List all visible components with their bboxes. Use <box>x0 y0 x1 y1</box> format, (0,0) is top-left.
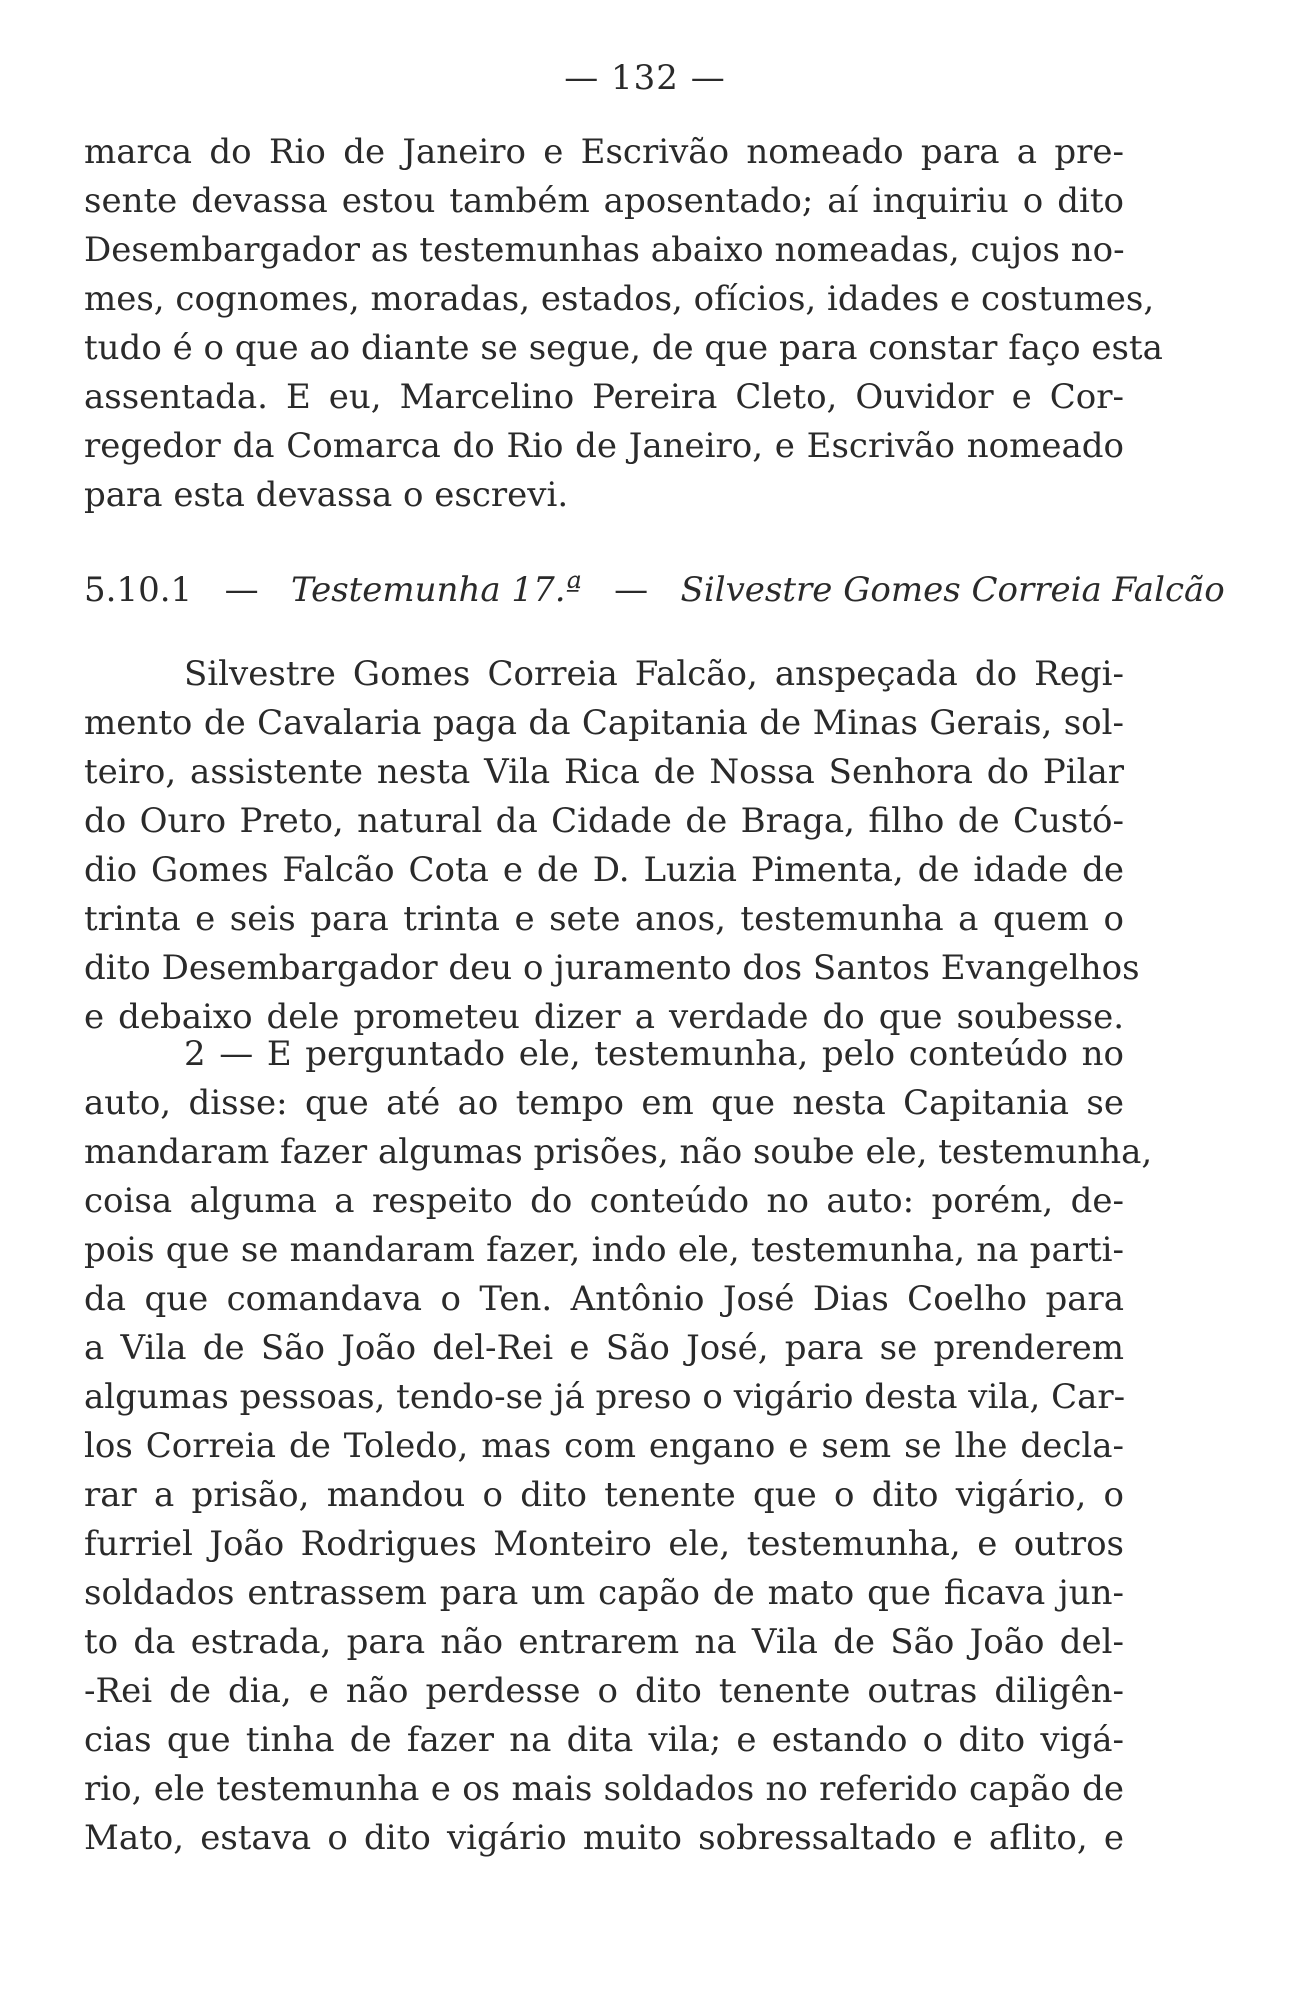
paragraph-3 <box>84 1030 1153 1863</box>
text-line: soldados entrassem para um capão de mato que ficava jun- <box>84 1573 1124 1613</box>
section-heading <box>84 566 1225 615</box>
text-line: do Ouro Preto, natural da Cidade de Braga, filho de Custó- <box>84 801 1124 841</box>
text-line: Silvestre Gomes Correia Falcão, anspeçada do Regi- <box>184 654 1124 694</box>
witness-name: Silvestre Gomes Correia Falcão <box>680 570 1225 610</box>
text-line: marca do Rio de Janeiro e Escrivão nomeado para a pre- <box>84 132 1124 172</box>
text-line: Desembargador as testemunhas abaixo nomeadas, cujos no- <box>84 230 1125 270</box>
text-line: furriel João Rodrigues Monteiro ele, testemunha, e outros <box>84 1524 1124 1564</box>
text-line: regedor da Comarca do Rio de Janeiro, e Escrivão nomeado <box>84 426 1124 466</box>
text-line: mandaram fazer algumas prisões, não soube ele, testemunha, <box>84 1132 1153 1172</box>
text-line: para esta devassa o escrevi. <box>84 475 569 515</box>
text-line: mes, cognomes, moradas, estados, ofícios, idades e costumes, <box>84 279 1155 319</box>
text-line: da que comandava o Ten. Antônio José Dias Coelho para <box>84 1279 1124 1319</box>
text-line: to da estrada, para não entrarem na Vila de São João del- <box>84 1622 1124 1662</box>
text-line: coisa alguma a respeito do conteúdo no auto: porém, de- <box>84 1181 1124 1221</box>
text-line: 2 — E perguntado ele, testemunha, pelo conteúdo no <box>184 1034 1124 1074</box>
text-line: assentada. E eu, Marcelino Pereira Cleto, Ouvidor e Cor- <box>84 377 1124 417</box>
text-line: dio Gomes Falcão Cota e de D. Luzia Pimenta, de idade de <box>84 850 1124 890</box>
text-line: cias que tinha de fazer na dita vila; e estando o dito vigá- <box>84 1720 1124 1760</box>
paragraph-1 <box>84 128 1163 520</box>
text-line: e debaixo dele prometeu dizer a verdade do que soubesse. <box>84 997 1124 1037</box>
text-line: los Correia de Toledo, mas com engano e sem se lhe decla- <box>84 1426 1124 1466</box>
text-line: tudo é o que ao diante se segue, de que para constar faço esta <box>84 328 1163 368</box>
text-line: pois que se mandaram fazer, indo ele, testemunha, na parti- <box>84 1230 1124 1270</box>
paragraph-2 <box>84 650 1140 1042</box>
section-number: 5.10.1 <box>84 570 193 610</box>
text-line: rio, ele testemunha e os mais soldados no referido capão de <box>84 1769 1124 1809</box>
text-line: a Vila de São João del-Rei e São José, para se prenderem <box>84 1328 1124 1368</box>
text-line: trinta e seis para trinta e sete anos, testemunha a quem o <box>84 899 1124 939</box>
heading-dash: — <box>614 570 649 610</box>
text-line: Mato, estava o dito vigário muito sobressaltado e aflito, e <box>84 1818 1124 1858</box>
page-number: — 132 — <box>564 58 726 98</box>
text-line: dito Desembargador deu o juramento dos Santos Evangelhos <box>84 948 1140 988</box>
text-line: rar a prisão, mandou o dito tenente que o dito vigário, o <box>84 1475 1124 1515</box>
text-line: auto, disse: que até ao tempo em que nesta Capitania se <box>84 1083 1124 1123</box>
witness-label: Testemunha 17.ª <box>291 570 582 610</box>
text-line: sente devassa estou também aposentado; aí inquiriu o dito <box>84 181 1124 221</box>
text-line: -Rei de dia, e não perdesse o dito tenente outras diligên- <box>84 1671 1124 1711</box>
text-line: mento de Cavalaria paga da Capitania de Minas Gerais, sol- <box>84 703 1124 743</box>
text-line: algumas pessoas, tendo-se já preso o vigário desta vila, Car- <box>84 1377 1126 1417</box>
text-line: teiro, assistente nesta Vila Rica de Nossa Senhora do Pilar <box>84 752 1124 792</box>
heading-dash: — <box>224 570 259 610</box>
